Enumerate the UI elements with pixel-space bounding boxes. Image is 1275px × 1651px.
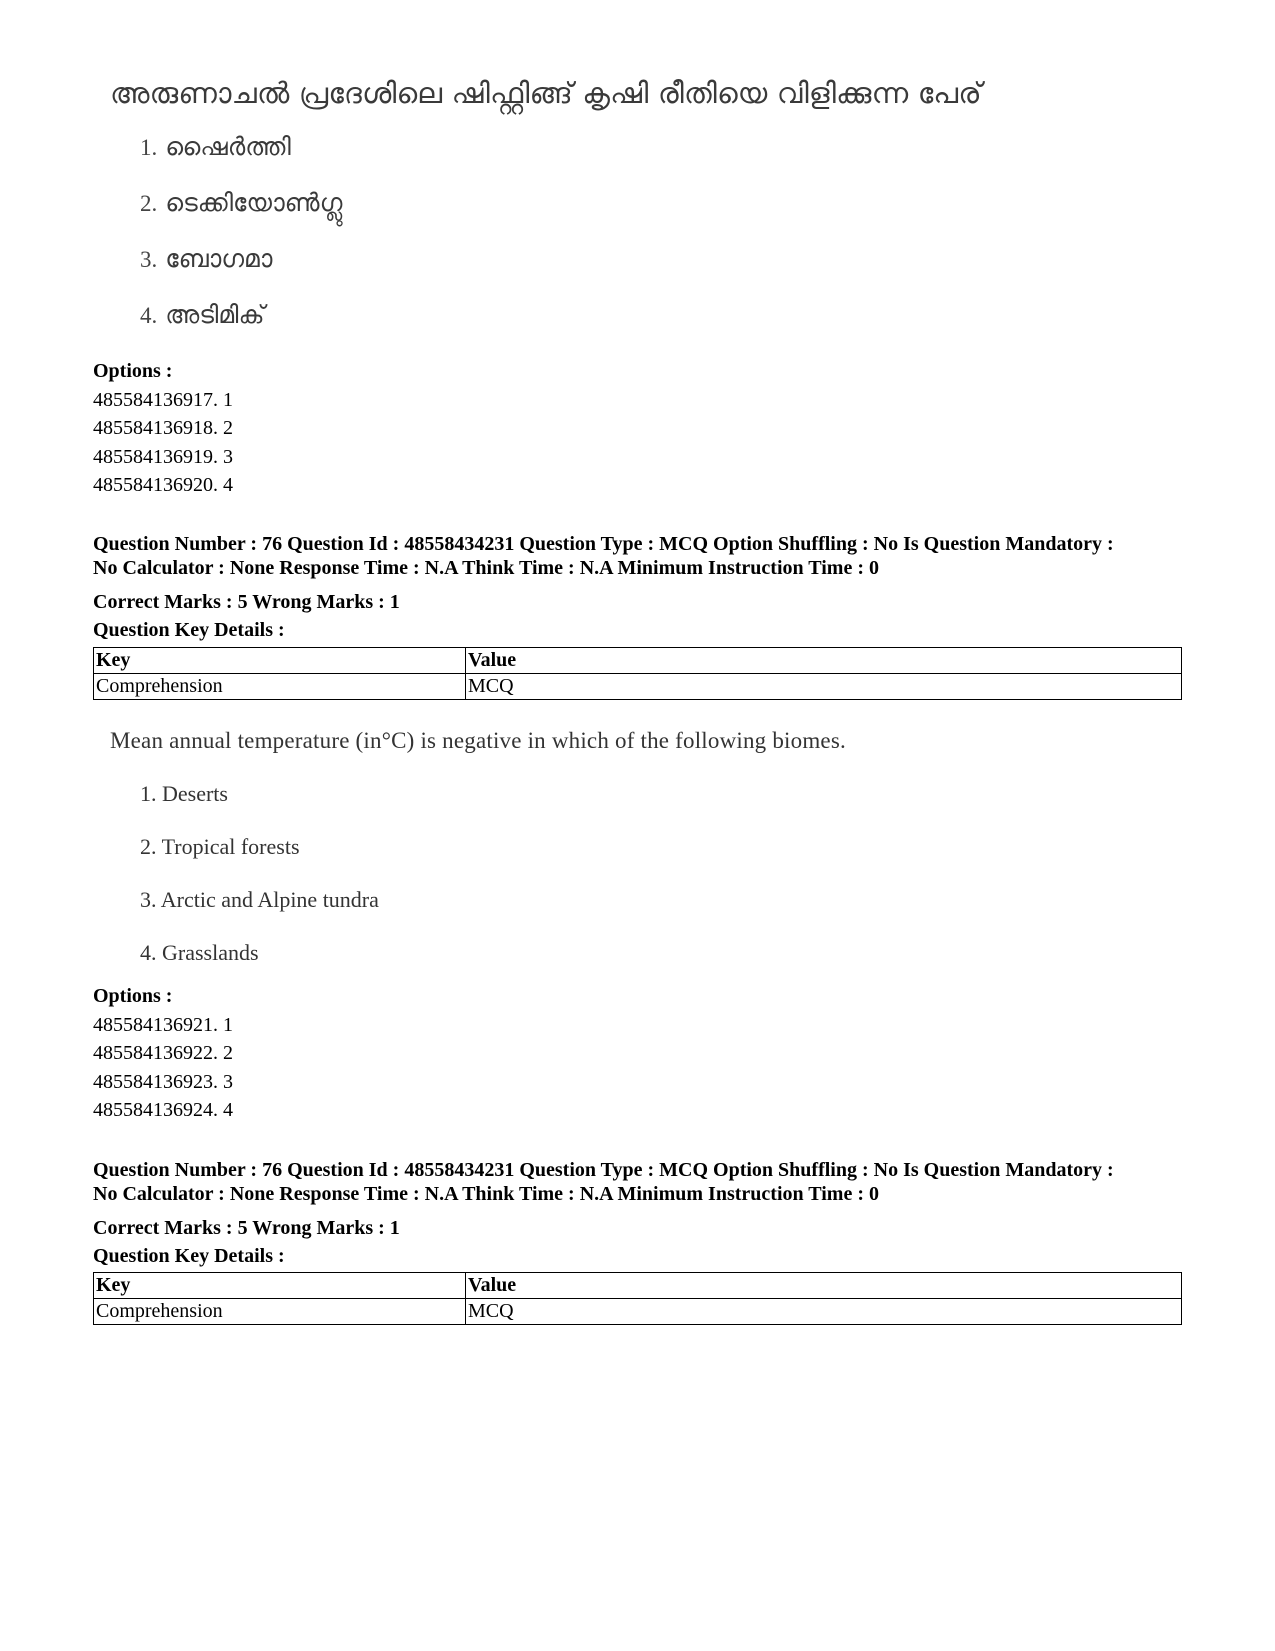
option-item: 485584136922. 2: [93, 1042, 233, 1064]
choice-4: [140, 300, 265, 330]
table-header-key: Key: [94, 1273, 466, 1299]
choice-text: അടിമിക്: [165, 300, 265, 329]
options-block: [93, 357, 233, 500]
options-title: Options :: [93, 985, 173, 1007]
choice-text: ബോഗമാ: [165, 244, 273, 273]
choice-2: [140, 834, 300, 860]
option-item: 485584136921. 1: [93, 1013, 233, 1036]
table-header-row: [94, 1273, 1182, 1299]
table-header-key: Key: [94, 648, 466, 674]
table-row: [94, 1299, 1182, 1325]
choice-1: [140, 132, 291, 162]
choice-3: [140, 244, 272, 274]
question-meta: [93, 533, 1203, 580]
table-cell-value: MCQ: [466, 1299, 1182, 1325]
table-header-value: Value: [466, 1273, 1182, 1299]
key-details-heading: Question Key Details :: [93, 1245, 285, 1267]
choice-number: 1.: [140, 781, 157, 806]
options-block: [93, 982, 233, 1125]
choice-4: [140, 940, 259, 966]
choice-number: 3.: [140, 247, 158, 272]
choice-text: Deserts: [162, 781, 228, 806]
marks-block: [93, 1214, 400, 1270]
meta-line: Question Number : 76 Question Id : 48558434231 Question Type : MCQ Option Shuffling : No Is Question Mandatory :: [93, 533, 1114, 555]
key-value-table: [93, 647, 1182, 700]
choice-number: 2.: [140, 191, 158, 216]
option-item: 485584136917. 1: [93, 388, 233, 411]
question-stem: അരുണാചൽ പ്രദേശിലെ ഷിഫ്റ്റിങ്ങ് കൃഷി രീതിയെ വിളിക്കുന്ന പേര്: [110, 76, 982, 110]
marks-text: Correct Marks : 5 Wrong Marks : 1: [93, 1217, 400, 1239]
choice-text: Tropical forests: [161, 834, 300, 859]
choice-number: 4.: [140, 940, 157, 965]
choice-text: ഷൈർത്തി: [165, 132, 291, 161]
options-title: Options :: [93, 360, 173, 382]
choice-2: [140, 188, 342, 218]
marks-block: [93, 588, 400, 644]
choice-number: 2.: [140, 834, 157, 859]
choice-text: Arctic and Alpine tundra: [160, 887, 379, 912]
choice-number: 4.: [140, 303, 158, 328]
marks-text: Correct Marks : 5 Wrong Marks : 1: [93, 591, 400, 613]
meta-line: No Calculator : None Response Time : N.A Think Time : N.A Minimum Instruction Time : 0: [93, 556, 879, 579]
question-meta: [93, 1159, 1203, 1206]
option-item: 485584136920. 4: [93, 474, 233, 496]
table-header-value: Value: [466, 648, 1182, 674]
table-cell-key: Comprehension: [94, 674, 466, 700]
choice-number: 3.: [140, 887, 157, 912]
choice-number: 1.: [140, 135, 158, 160]
option-item: 485584136924. 4: [93, 1099, 233, 1121]
key-value-table: [93, 1272, 1182, 1325]
meta-line: No Calculator : None Response Time : N.A Think Time : N.A Minimum Instruction Time : 0: [93, 1182, 879, 1205]
option-item: 485584136919. 3: [93, 445, 233, 468]
table-cell-value: MCQ: [466, 674, 1182, 700]
table-cell-key: Comprehension: [94, 1299, 466, 1325]
choice-text: ടെക്കിയോൺഗ്ലു: [165, 188, 343, 217]
question-stem: Mean annual temperature (in°C) is negative in which of the following biomes.: [110, 728, 846, 753]
choice-text: Grasslands: [162, 940, 259, 965]
key-details-heading: Question Key Details :: [93, 619, 285, 641]
question-image-malayalam: [110, 76, 1110, 346]
question-image-english: [110, 728, 1110, 968]
option-item: 485584136918. 2: [93, 417, 233, 439]
table-header-row: [94, 648, 1182, 674]
meta-line: Question Number : 76 Question Id : 48558434231 Question Type : MCQ Option Shuffling : No Is Question Mandatory :: [93, 1159, 1114, 1181]
choice-3: [140, 887, 379, 913]
option-item: 485584136923. 3: [93, 1070, 233, 1093]
table-row: [94, 674, 1182, 700]
choice-1: [140, 781, 228, 807]
